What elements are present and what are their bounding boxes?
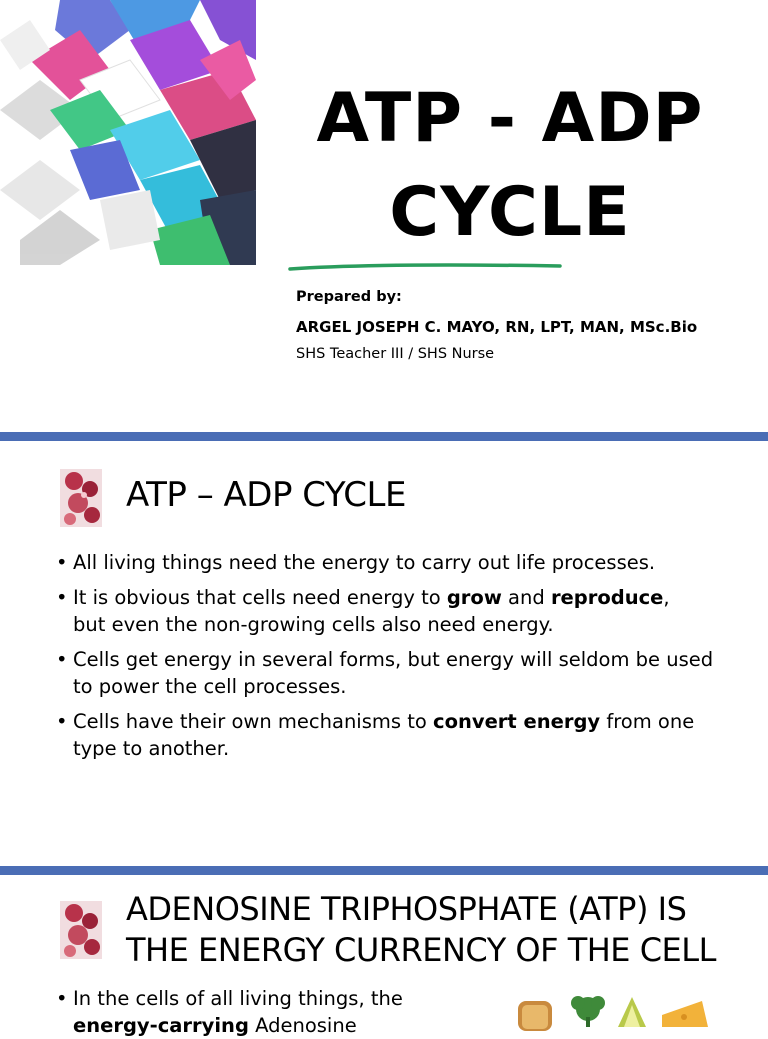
atp-adp-cycle-slide	[0, 441, 768, 866]
bullet-item: • Cells get energy in several forms, but energy will seldom be used to power the cell processes.	[56, 646, 736, 700]
slide-title	[290, 72, 730, 260]
atp-energy-currency-slide	[0, 875, 768, 1037]
green-underline	[288, 260, 563, 274]
bullet-item: • All living things need the energy to carry out life processes.	[56, 549, 736, 576]
slide-heading: ATP – ADP CYCLE	[126, 475, 406, 515]
slide-heading: ADENOSINE TRIPHOSPHATE (ATP) IS THE ENERGY CURRENCY OF THE CELL	[126, 890, 716, 969]
bullet-list	[56, 549, 736, 770]
author-role: SHS Teacher III / SHS Nurse	[296, 346, 495, 362]
title-slide	[0, 0, 768, 432]
prepared-by-label: Prepared by:	[296, 289, 402, 305]
title-line-1: ATP - ADP	[316, 79, 704, 158]
slide-divider	[0, 866, 768, 875]
cell-thumbnail-image	[60, 901, 102, 959]
author-name: ARGEL JOSEPH C. MAYO, RN, LPT, MAN, MSc.Bio	[296, 318, 698, 336]
bullet-item: • It is obvious that cells need energy to grow and reproduce, but even the non-growing cells also need energy.	[56, 584, 736, 638]
geometric-cubes-image	[0, 0, 256, 265]
slide-divider	[0, 432, 768, 441]
cell-thumbnail-image	[60, 469, 102, 527]
food-icons-image	[512, 987, 712, 1027]
title-line-2: CYCLE	[389, 173, 631, 252]
bullet-item: • In the cells of all living things, the energy-carrying Adenosine	[56, 985, 493, 1039]
bullet-item: • Cells have their own mechanisms to convert energy from one type to another.	[56, 708, 736, 762]
